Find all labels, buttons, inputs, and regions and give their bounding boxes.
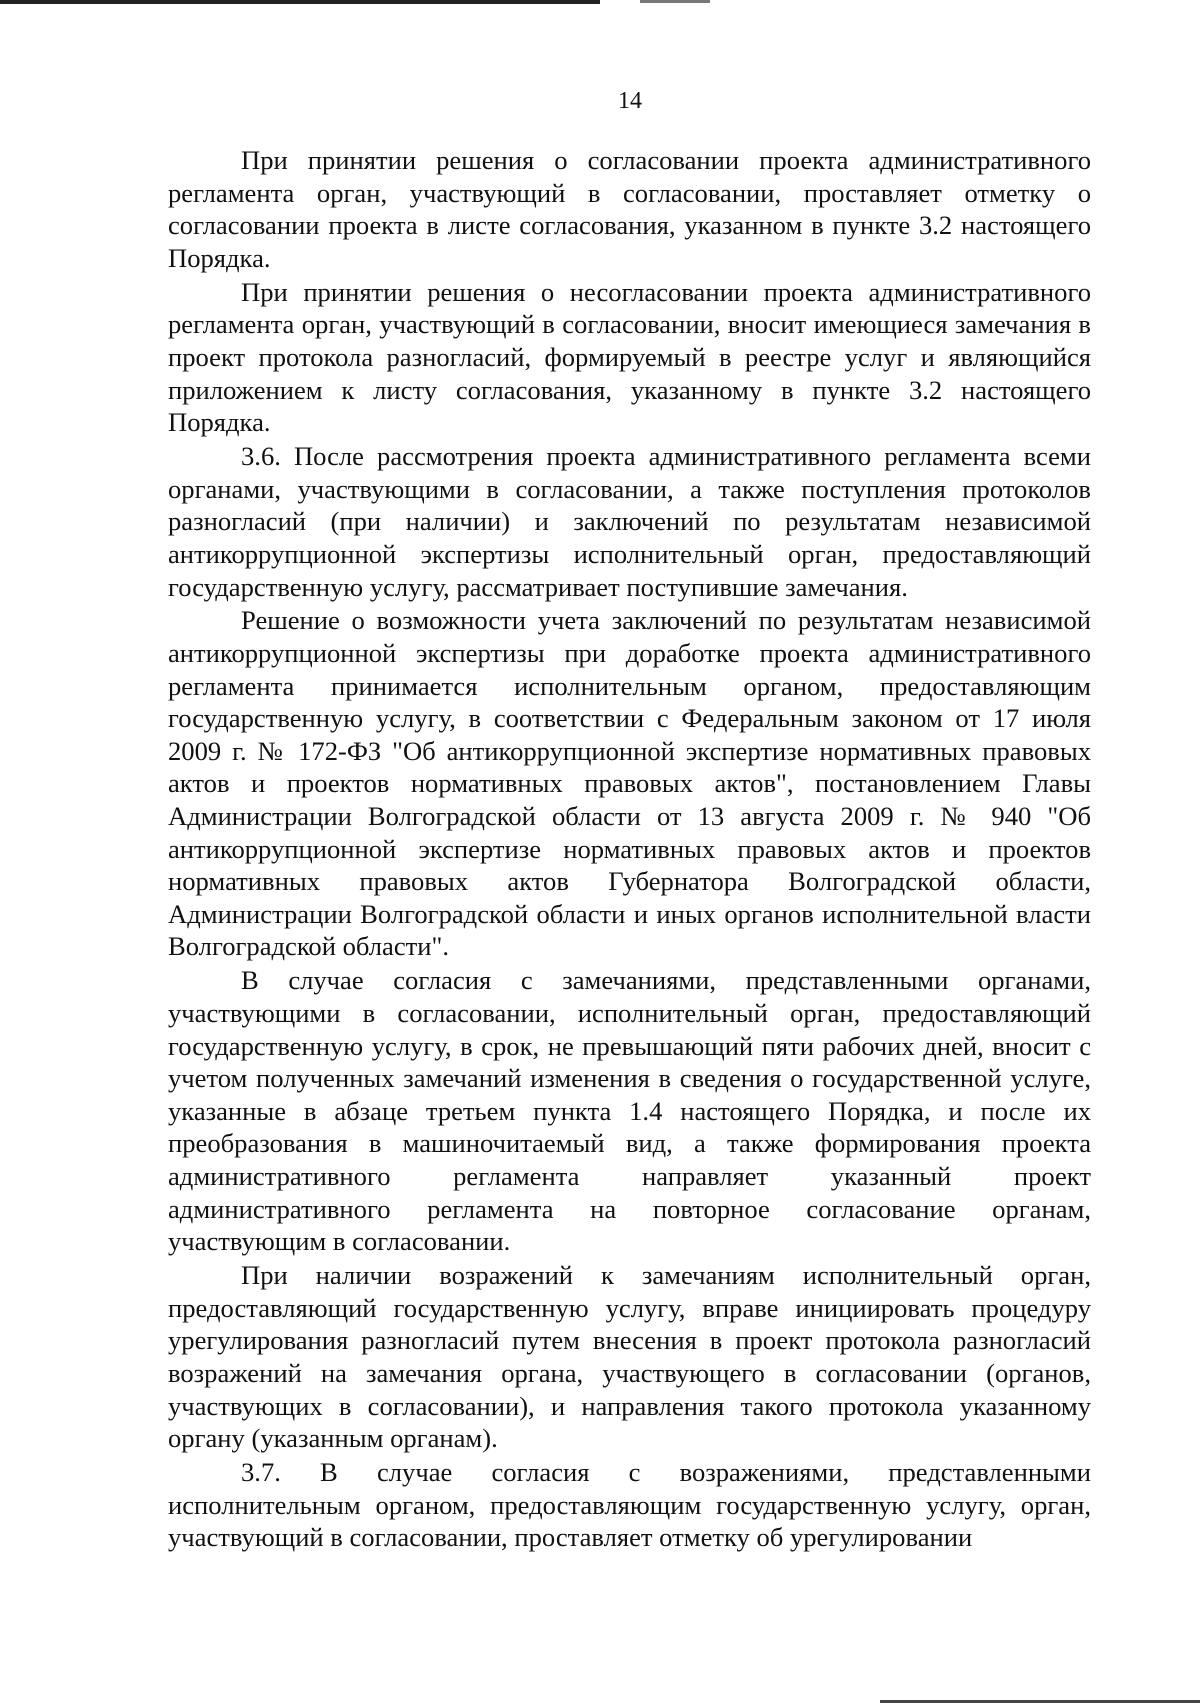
- scan-top-mark: [640, 0, 710, 3]
- paragraph-approval-mark: При принятии решения о согласовании проекта административного регламента орган, участвующий в согласовании, проставляет отметку о согласовании проекта в листе согласования, указанном в пункте 3.2 настоящего Порядка.: [168, 145, 1091, 273]
- paragraph-section-3-6: 3.6. После рассмотрения проекта административного регламента всеми органами, участвующими в согласовании, а также поступления протоколов разногласий (при наличии) и заключений по результатам независимой антикоррупционной экспертизы исполнительный орган, предоставляющий государственную услугу, рассматривает поступившие замечания.: [168, 441, 1091, 602]
- scan-bottom-edge: [880, 1700, 1200, 1703]
- page-number: 14: [618, 88, 642, 114]
- paragraph-anticorruption-decision: Решение о возможности учета заключений по результатам независимой антикоррупционной экспертизы при доработке проекта административного регламента принимается исполнительным органом, предоставляющим государственную услугу, в соответствии с Федеральным законом от 17 июля 2009 г. № 172-ФЗ "Об антикоррупционной экспертизе нормативных правовых актов и проектов нормативных правовых актов", постановлением Главы Администрации Волгоградской области от 13 августа 2009 г. № 940 "Об антикоррупционной экспертизе нормативных правовых актов и проектов нормативных правовых актов Губернатора Волгоградской области, Администрации Волгоградской области и иных органов исполнительной власти Волгоградской области".: [168, 605, 1091, 962]
- paragraph-objections-procedure: При наличии возражений к замечаниям исполнительный орган, предоставляющий государственную услугу, вправе инициировать процедуру урегулирования разногласий путем внесения в проект протокола разногласий возражений на замечания органа, участвующего в согласовании (органов, участвующих в согласовании), и направления такого протокола указанному органу (указанным органам).: [168, 1260, 1091, 1454]
- document-body: [168, 144, 1091, 1555]
- scan-top-edge: [0, 0, 600, 4]
- paragraph-section-3-7: 3.7. В случае согласия с возражениями, представленными исполнительным органом, предоставляющим государственную услугу, орган, участвующий в согласовании, проставляет отметку об урегулировании: [168, 1457, 1091, 1553]
- paragraph-agreement-with-remarks: В случае согласия с замечаниями, представленными органами, участвующими в согласовании, исполнительный орган, предоставляющий государственную услугу, в срок, не превышающий пяти рабочих дней, вносит с учетом полученных замечаний изменения в сведения о государственной услуге, указанные в абзаце третьем пункта 1.4 настоящего Порядка, и после их преобразования в машиночитаемый вид, а также формирования проекта административного регламента направляет указанный проект административного регламента на повторное согласование органам, участвующим в согласовании.: [168, 965, 1091, 1257]
- paragraph-disapproval-remarks: При принятии решения о несогласовании проекта административного регламента орган, участвующий в согласовании, вносит имеющиеся замечания в проект протокола разногласий, формируемый в реестре услуг и являющийся приложением к листу согласования, указанному в пункте 3.2 настоящего Порядка.: [168, 276, 1091, 438]
